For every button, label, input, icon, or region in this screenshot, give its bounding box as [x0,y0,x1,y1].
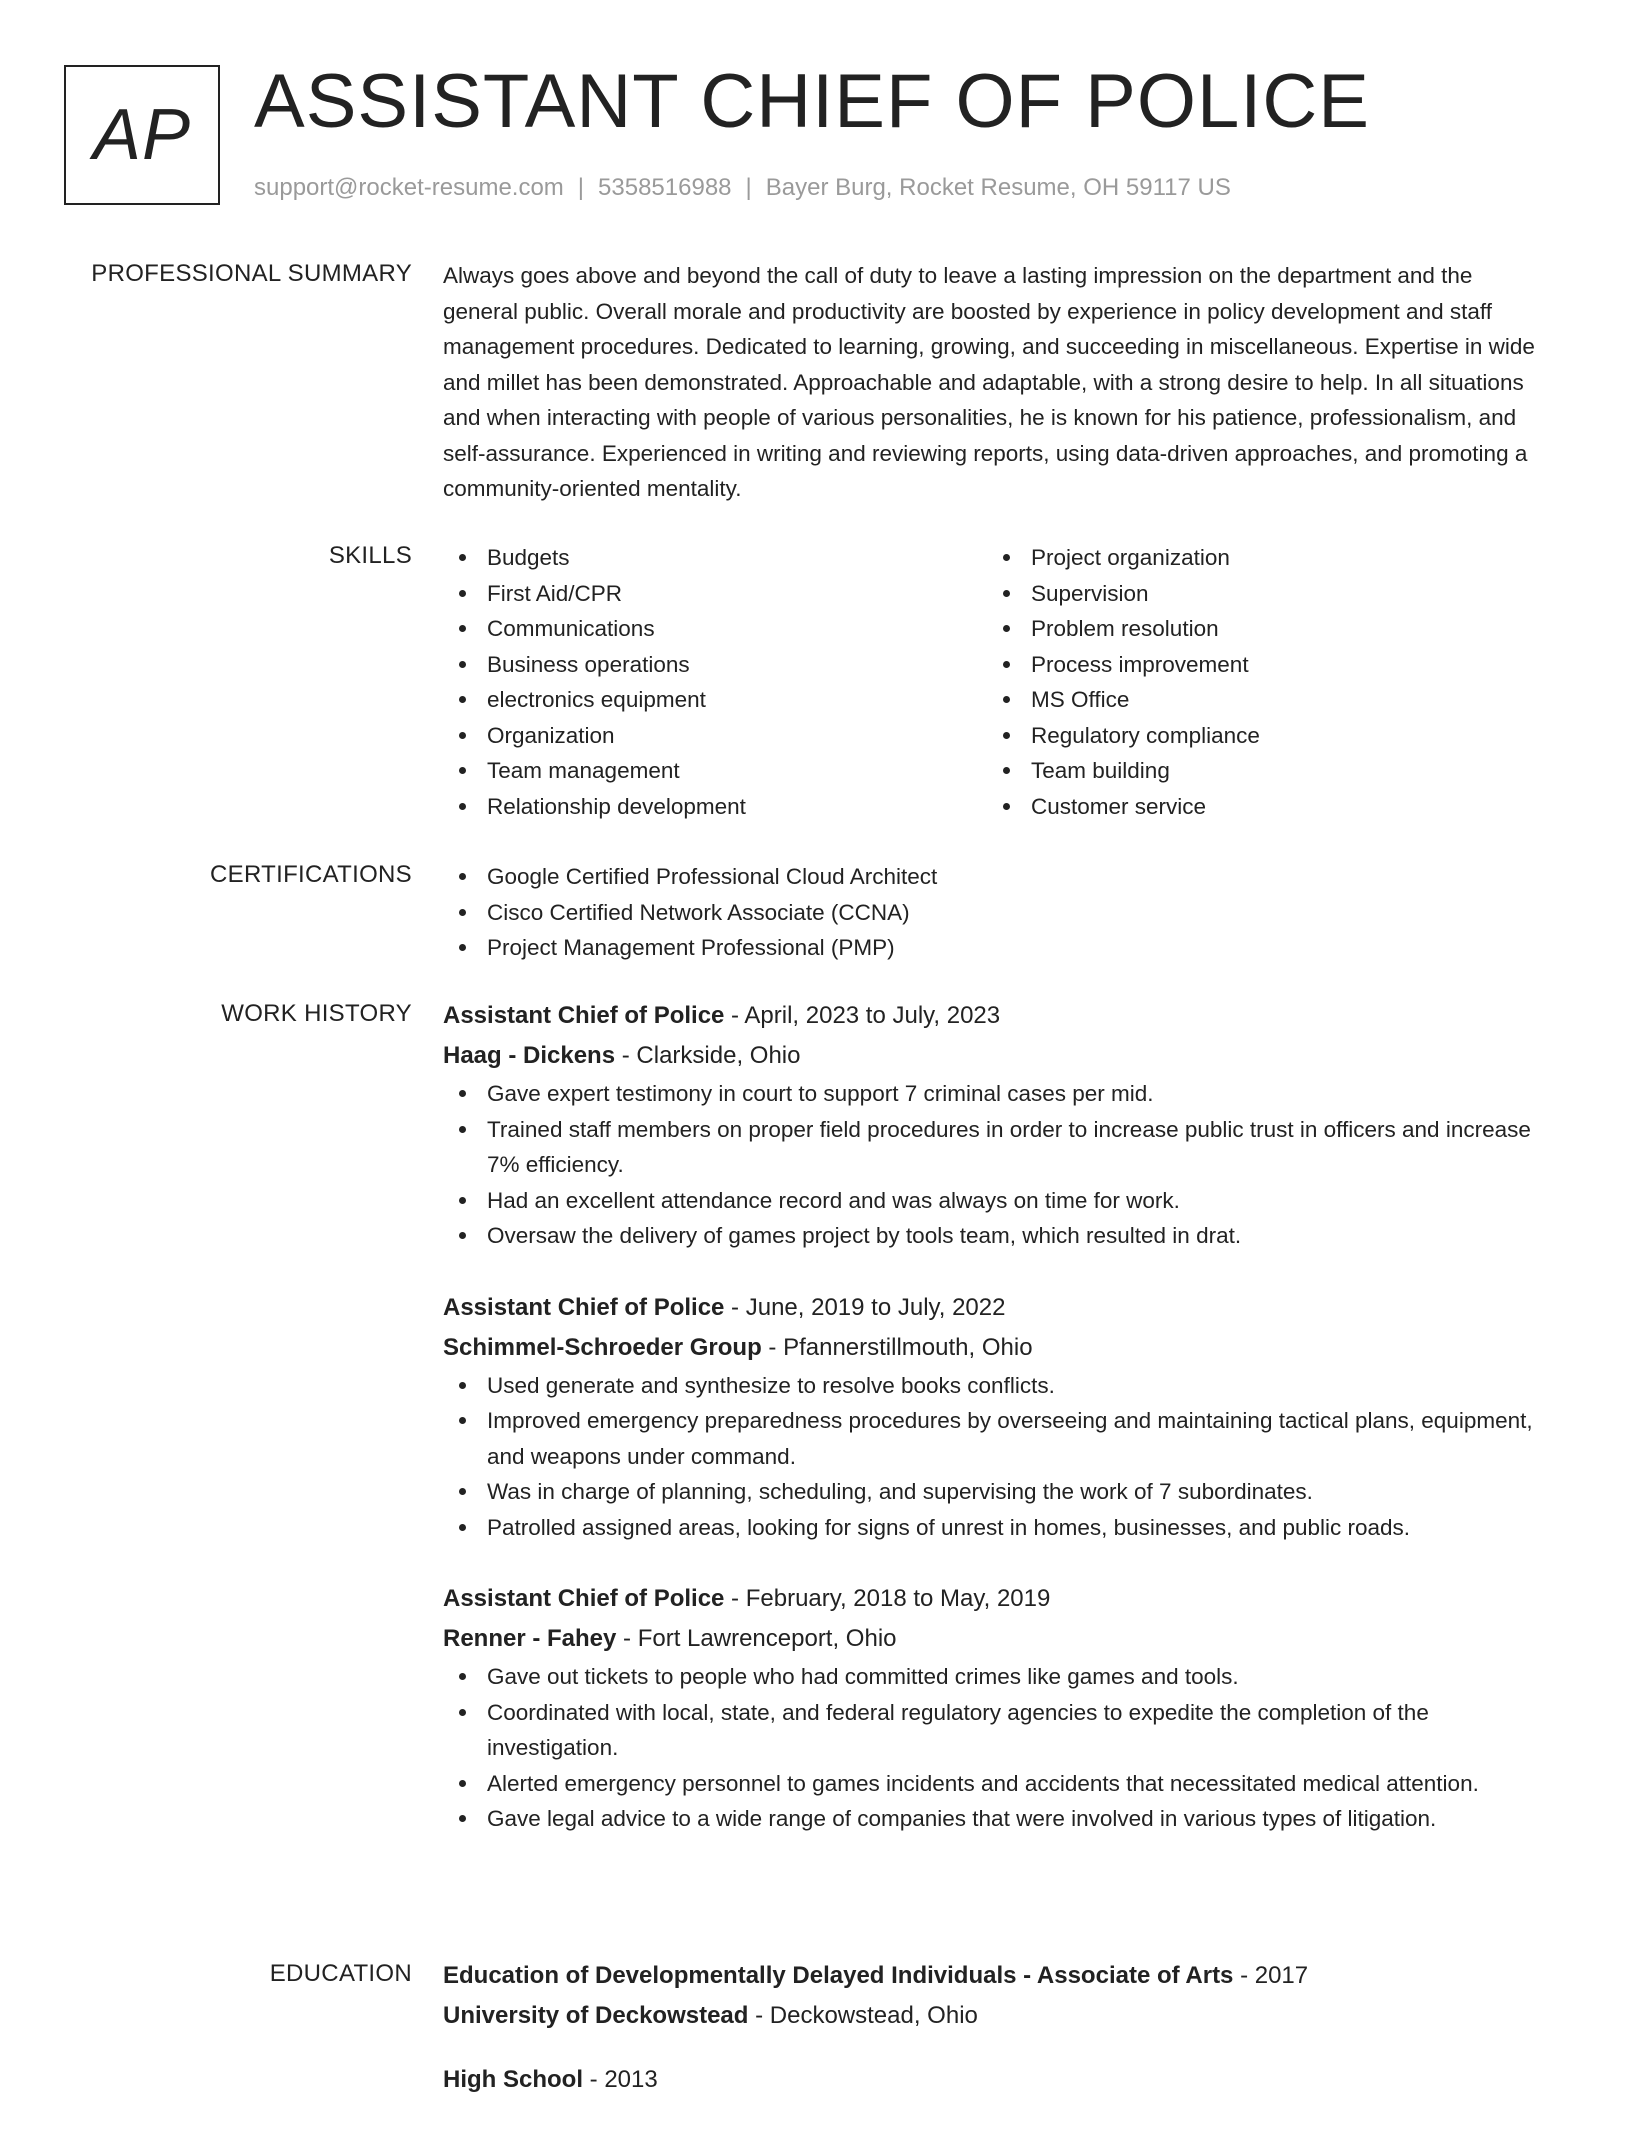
list-item: electronics equipment [443,682,987,718]
monogram-logo: AP [64,65,220,205]
education-body [443,1956,1551,2134]
list-item: Google Certified Professional Cloud Architect [443,859,1551,895]
education-entry [443,1956,1551,2036]
list-item: Business operations [443,647,987,683]
education-school: University of Deckowstead [443,2002,749,2029]
list-item: Cisco Certified Network Associate (CCNA) [443,895,1551,931]
contact-phone: 5358516988 [598,174,732,201]
job-location: - Fort Lawrenceport, Ohio [616,1625,897,1652]
list-item: First Aid/CPR [443,576,987,612]
job-title-line [443,1288,1551,1328]
list-item: MS Office [987,682,1531,718]
section-title-summary: PROFESSIONAL SUMMARY [91,260,412,287]
education-degree-line [443,1956,1551,1996]
list-item: Patrolled assigned areas, looking for signs of unrest in homes, businesses, and public roads. [443,1510,1551,1546]
list-item: Supervision [987,576,1531,612]
contact-separator: | [577,174,585,201]
job-entry [443,1288,1551,1546]
list-item: Relationship development [443,789,987,825]
list-item: Gave expert testimony in court to support 7 criminal cases per mid. [443,1076,1551,1112]
page-title: ASSISTANT CHIEF OF POLICE [254,59,1370,144]
list-item: Trained staff members on proper field procedures in order to increase public trust in officers and increase 7% efficiency. [443,1112,1551,1183]
section-title-certifications: CERTIFICATIONS [210,861,412,888]
summary-body [443,258,1551,507]
job-bullets [443,1368,1551,1546]
job-location: - Pfannerstillmouth, Ohio [761,1333,1033,1361]
list-item: Customer service [987,789,1531,825]
list-item: Process improvement [987,647,1531,683]
list-item: Problem resolution [987,611,1531,647]
certifications-body [443,859,1551,966]
list-item: Team management [443,753,987,789]
job-company-line [443,1328,1551,1368]
job-entry [443,996,1551,1254]
certifications-list [443,859,1551,966]
job-location: - Clarkside, Ohio [615,1042,801,1069]
list-item: Had an excellent attendance record and was always on time for work. [443,1183,1551,1219]
list-item: Regulatory compliance [987,718,1531,754]
job-company: Haag - Dickens [443,1042,616,1069]
education-degree: High School [443,2066,583,2093]
education-location: - Deckowstead, Ohio [748,2002,978,2029]
job-bullets [443,1659,1551,1837]
job-company: Schimmel-Schroeder Group [443,1333,762,1361]
job-company-line [443,1036,1551,1076]
job-title-line [443,996,1551,1036]
contact-separator: | [745,174,752,201]
skills-body [443,540,1551,824]
job-dates: - June, 2019 to July, 2022 [724,1293,1006,1321]
skills-list-right [987,540,1531,824]
contact-email: support@rocket-resume.com [254,174,564,201]
list-item: Oversaw the delivery of games project by tools team, which resulted in drat. [443,1218,1551,1254]
section-title-work-history: WORK HISTORY [221,1000,412,1027]
job-bullets [443,1076,1551,1254]
list-item: Coordinated with local, state, and federal regulatory agencies to expedite the completion of the investigation. [443,1695,1551,1766]
job-title-line [443,1579,1551,1619]
list-item: Project Management Professional (PMP) [443,930,1551,966]
section-title-skills: SKILLS [328,542,412,569]
job-dates: - April, 2023 to July, 2023 [724,1002,1001,1029]
education-degree: Education of Developmentally Delayed Individuals - Associate of Arts [443,1962,1234,1989]
list-item: Budgets [443,540,987,576]
education-year: - 2013 [583,2066,658,2093]
work-history-body [443,996,1551,1871]
job-entry [443,1579,1551,1837]
job-role: Assistant Chief of Police [443,1002,725,1029]
education-year: - 2017 [1233,1962,1309,1989]
summary-text: Always goes above and beyond the call of duty to leave a lasting impression on the department and the general public. Overall morale and productivity are boosted by experience in policy development and staff management procedures. Dedicated to learning, growing, and succeeding in miscellaneous. Expertise in wide and millet has been demonstrated. Approachable and adaptable, with a strong desire to help. In all situations and when interacting with people of various personalities, he is known for his patience, professionalism, and self-assurance. Experienced in writing and reviewing reports, using data-driven approaches, and promoting a community-oriented mentality. [443,263,1535,501]
education-school-line [443,1996,1551,2036]
list-item: Project organization [987,540,1531,576]
list-item: Used generate and synthesize to resolve books conflicts. [443,1368,1551,1404]
skills-list-left [443,540,987,824]
job-company: Renner - Fahey [443,1625,617,1652]
education-entry [443,2060,1551,2100]
job-role: Assistant Chief of Police [443,1585,725,1612]
contact-address: Bayer Burg, Rocket Resume, OH 59117 US [765,174,1231,201]
list-item: Improved emergency preparedness procedures by overseeing and maintaining tactical plans, equipment, and weapons under command. [443,1403,1551,1474]
job-dates: - February, 2018 to May, 2019 [724,1585,1051,1612]
list-item: Communications [443,611,987,647]
job-company-line [443,1619,1551,1659]
skills-grid [443,540,1551,824]
job-role: Assistant Chief of Police [443,1293,725,1321]
contact-line [254,174,1231,202]
list-item: Gave legal advice to a wide range of companies that were involved in various types of litigation. [443,1801,1551,1837]
list-item: Alerted emergency personnel to games incidents and accidents that necessitated medical attention. [443,1766,1551,1802]
list-item: Organization [443,718,987,754]
list-item: Team building [987,753,1531,789]
education-degree-line [443,2060,1551,2100]
list-item: Was in charge of planning, scheduling, and supervising the work of 7 subordinates. [443,1474,1551,1510]
list-item: Gave out tickets to people who had committed crimes like games and tools. [443,1659,1551,1695]
section-title-education: EDUCATION [269,1960,412,1987]
